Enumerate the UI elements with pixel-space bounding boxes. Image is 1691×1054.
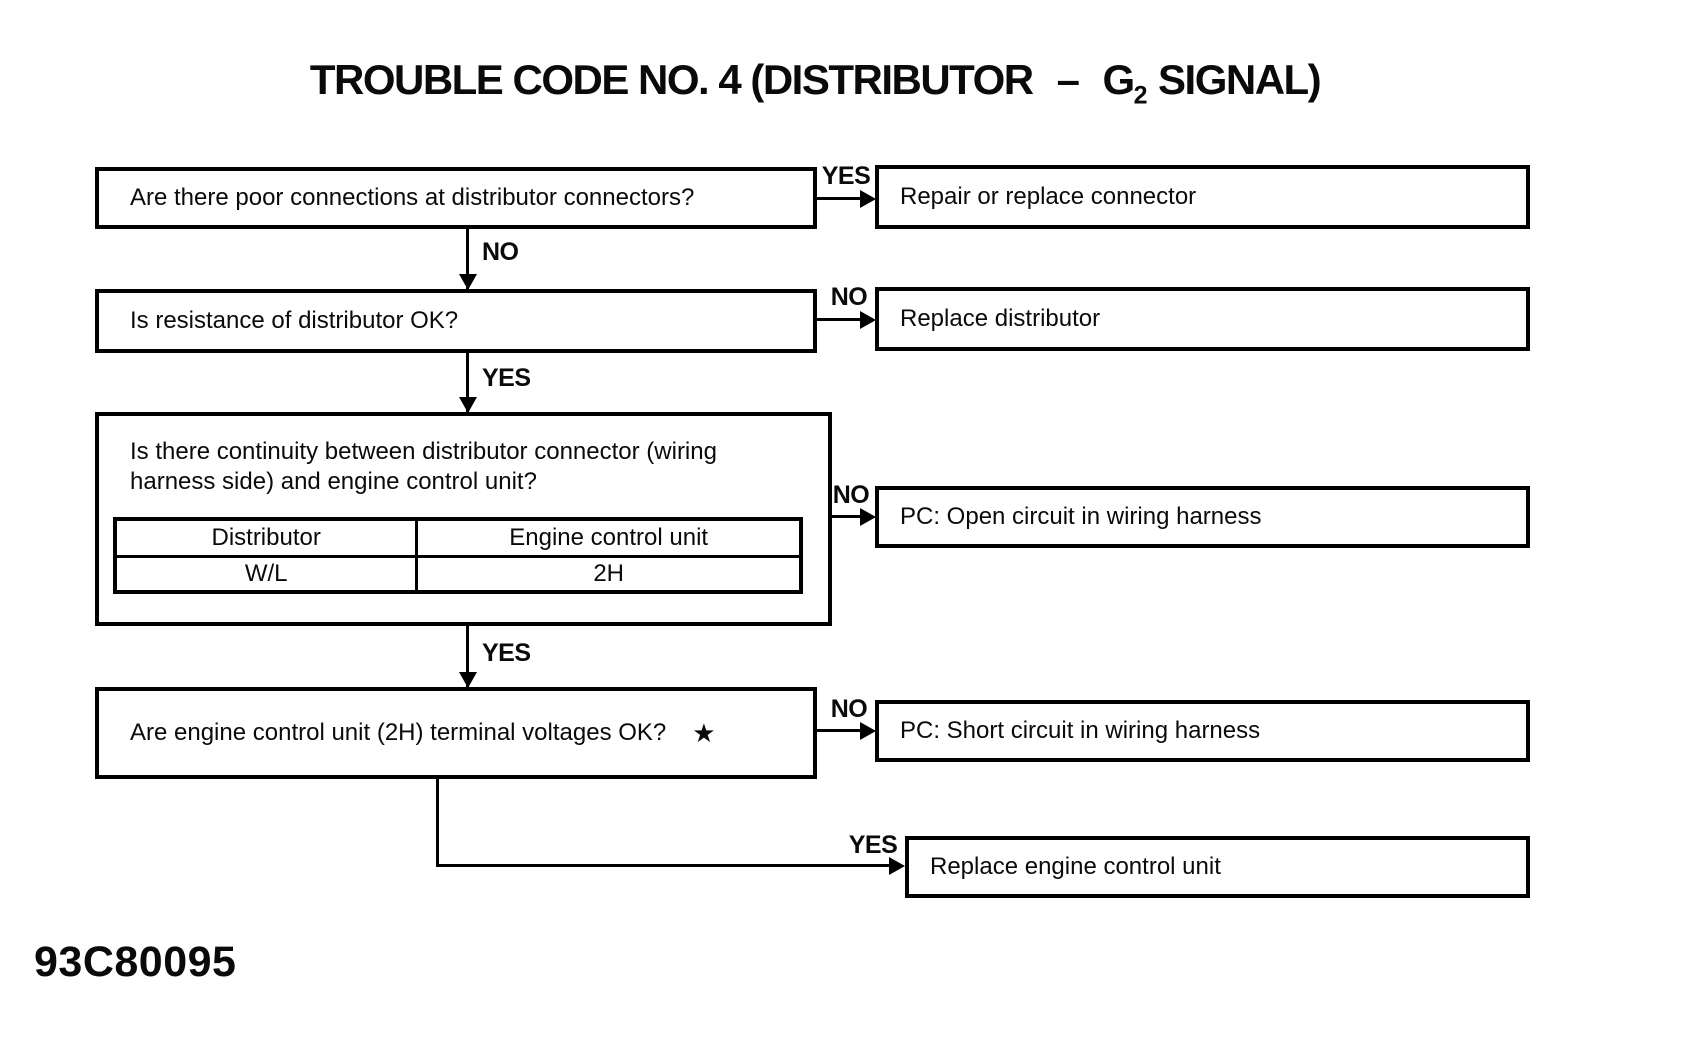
arrow-down-icon <box>459 397 477 413</box>
arrow-right-icon <box>860 311 876 329</box>
document-code: 93C80095 <box>34 938 237 986</box>
edge-q4-r4-line <box>817 729 863 732</box>
title-g-subscript: 2 <box>1133 81 1147 110</box>
action-text: PC: Short circuit in wiring harness <box>900 717 1261 744</box>
arrow-down-icon <box>459 672 477 688</box>
decision-text: Are engine control unit (2H) terminal voltages OK? <box>130 719 667 746</box>
decision-text: Is there continuity between distributor connector (wiring harness side) and engine control unit? <box>130 438 717 495</box>
edge-label-q4-yes: YES <box>848 831 898 859</box>
action-box-open-circuit <box>875 486 1530 548</box>
table-header-engine-control-unit: Engine control unit <box>417 519 801 557</box>
decision-box-poor-connections <box>95 167 817 229</box>
action-text: Repair or replace connector <box>900 183 1197 210</box>
arrow-down-icon <box>459 274 477 290</box>
action-text: PC: Open circuit in wiring harness <box>900 503 1262 530</box>
table-cell-ecu-terminal: 2H <box>417 557 801 593</box>
edge-q1-r1-line <box>817 197 863 200</box>
edge-q2-r2-line <box>817 318 863 321</box>
decision-text: Is resistance of distributor OK? <box>130 307 459 334</box>
action-box-replace-distributor <box>875 287 1530 351</box>
edge-q4-r5-line-vertical <box>436 779 439 867</box>
action-box-repair-connector <box>875 165 1530 229</box>
title-g-letter: G <box>1102 56 1134 103</box>
arrow-right-icon <box>860 190 876 208</box>
decision-text: Are there poor connections at distributor connectors? <box>130 184 695 211</box>
arrow-right-icon <box>860 508 876 526</box>
title-main: TROUBLE CODE NO. 4 (DISTRIBUTOR <box>309 56 1033 103</box>
arrow-right-icon <box>860 722 876 740</box>
table-row <box>115 557 801 593</box>
edge-q3-r3-line <box>832 515 863 518</box>
decision-box-distributor-resistance <box>95 289 817 353</box>
edge-label-q3-no: NO <box>832 481 870 509</box>
table-header-row <box>115 519 801 557</box>
title-tail: SIGNAL) <box>1158 56 1321 103</box>
action-text: Replace engine control unit <box>930 853 1221 880</box>
action-text: Replace distributor <box>900 305 1101 332</box>
star-icon: ★ <box>692 718 716 748</box>
edge-label-q2-yes: YES <box>482 364 531 392</box>
table-cell-distributor-terminal: W/L <box>115 557 417 593</box>
edge-label-q1-yes: YES <box>821 162 871 190</box>
continuity-table <box>113 517 803 594</box>
action-box-short-circuit <box>875 700 1530 762</box>
edge-label-q4-no: NO <box>830 695 868 723</box>
edge-label-q2-no: NO <box>830 283 868 311</box>
title-dash: – <box>1056 56 1079 103</box>
action-box-replace-ecu <box>905 836 1530 898</box>
page-title <box>0 56 1630 110</box>
decision-box-continuity <box>95 412 832 626</box>
edge-label-q3-yes: YES <box>482 639 531 667</box>
table-header-distributor: Distributor <box>115 519 417 557</box>
edge-q4-r5-line-horizontal <box>436 864 891 867</box>
decision-box-terminal-voltages <box>95 687 817 779</box>
edge-label-q1-no: NO <box>482 238 519 266</box>
